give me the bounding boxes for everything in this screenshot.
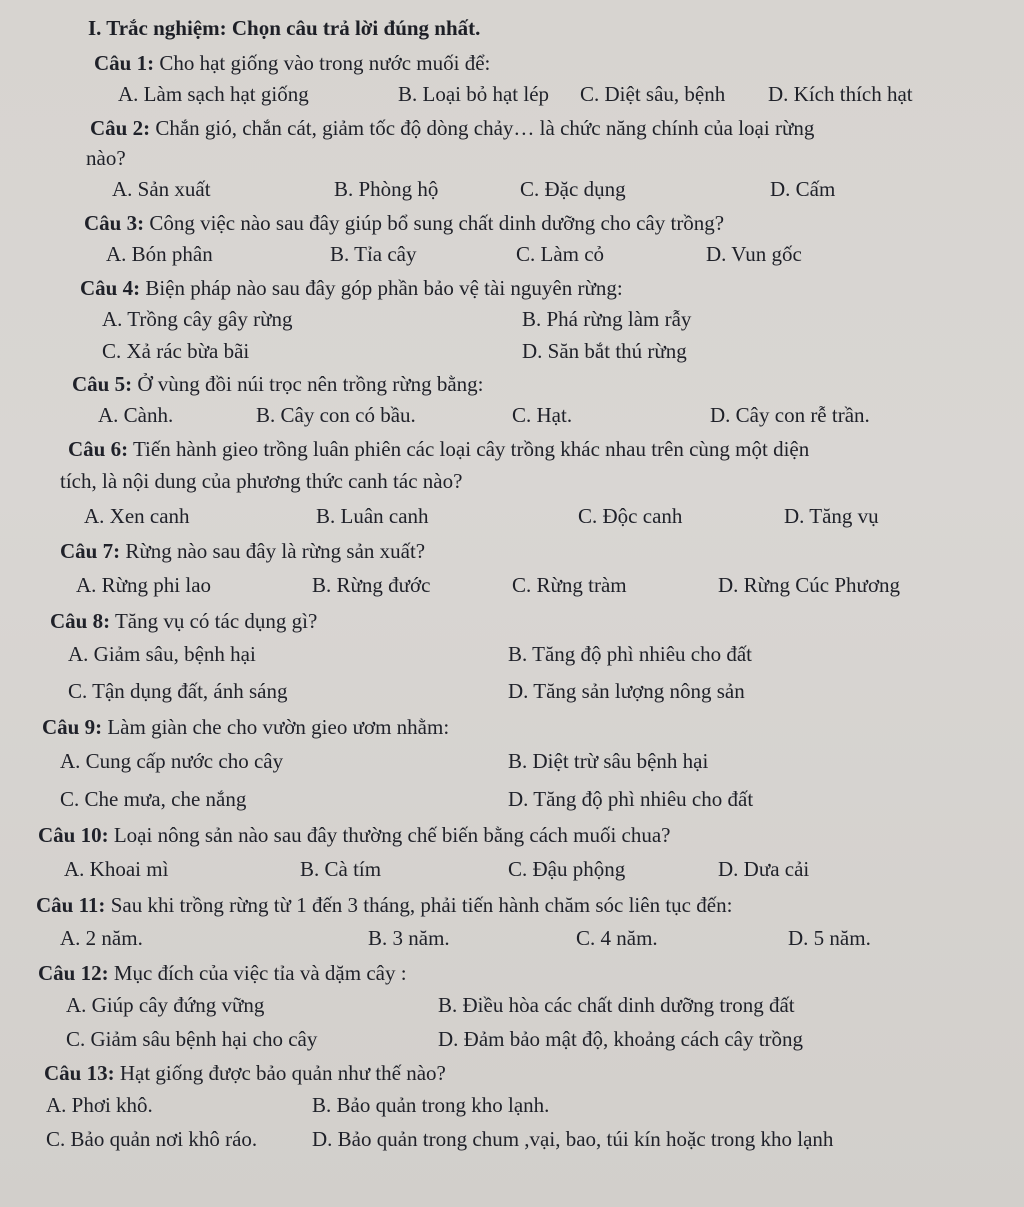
question-text: [38, 958, 984, 988]
section-title: I. Trắc nghiệm: Chọn câu trả lời đúng nhất.: [88, 16, 481, 40]
question-body: Sau khi trồng rừng từ 1 đến 3 tháng, phải tiến hành chăm sóc liên tục đến:: [105, 893, 733, 917]
option-b: B. Rừng đước: [312, 573, 431, 597]
question-text: [50, 606, 984, 636]
question-label: Câu 5:: [72, 372, 133, 396]
option-a: A. Sản xuất: [112, 177, 211, 201]
option-c: C. Che mưa, che nắng: [60, 787, 247, 811]
option-c: C. Làm cỏ: [516, 242, 605, 266]
option-b: B. 3 năm.: [368, 926, 450, 950]
option-a: A. Giúp cây đứng vững: [66, 993, 265, 1017]
option-a: A. Khoai mì: [64, 857, 169, 881]
answer-options: [118, 78, 984, 111]
question-body: Công việc nào sau đây giúp bổ sung chất dinh dưỡng cho cây trồng?: [144, 211, 725, 235]
answer-options: [60, 920, 984, 956]
question-text: [72, 369, 984, 399]
option-c: C. Đậu phộng: [508, 857, 626, 881]
option-b: B. Cà tím: [300, 857, 382, 881]
question-label: Câu 11:: [36, 893, 106, 917]
question-label: Câu 12:: [38, 961, 109, 985]
question-text: [42, 712, 984, 742]
question-12: [38, 958, 984, 1056]
option-d: D. Săn bắt thú rừng: [522, 339, 687, 363]
question-9: [42, 712, 984, 818]
option-a: A. Bón phân: [106, 242, 213, 266]
option-d: D. Tăng vụ: [784, 504, 879, 528]
question-text: [80, 273, 984, 303]
answer-options: [98, 399, 984, 432]
option-b: B. Loại bỏ hạt lép: [398, 82, 550, 106]
answer-options: [66, 988, 984, 1056]
answer-options: [76, 566, 984, 604]
question-label: Câu 2:: [90, 116, 151, 140]
option-c: C. Giảm sâu bệnh hại cho cây: [66, 1027, 318, 1051]
option-d: D. Bảo quản trong chum ,vại, bao, túi kín hoặc trong kho lạnh: [312, 1127, 834, 1151]
question-10: [38, 820, 984, 888]
question-body: Hạt giống được bảo quản như thế nào?: [114, 1061, 446, 1085]
option-c: C. Diệt sâu, bệnh: [580, 82, 726, 106]
question-label: Câu 9:: [42, 715, 103, 739]
answer-options: [60, 742, 984, 818]
option-b: B. Điều hòa các chất dinh dưỡng trong đất: [438, 993, 795, 1017]
option-d: D. 5 năm.: [788, 926, 871, 950]
option-c: C. Rừng tràm: [512, 573, 627, 597]
option-b: B. Luân canh: [316, 504, 429, 528]
question-label: Câu 13:: [44, 1061, 115, 1085]
question-6: [60, 434, 984, 534]
question-continuation: tích, là nội dung của phương thức canh tác nào?: [60, 469, 463, 493]
question-7: [60, 536, 984, 604]
option-c: C. Đặc dụng: [520, 177, 626, 201]
option-c: C. Độc canh: [578, 504, 683, 528]
question-text: [68, 434, 984, 464]
option-a: A. Giảm sâu, bệnh hại: [68, 642, 256, 666]
question-1: [60, 48, 984, 111]
question-3: [60, 208, 984, 271]
option-d: D. Kích thích hạt: [768, 82, 913, 106]
question-body: Mục đích của việc tỉa và dặm cây :: [108, 961, 407, 985]
option-a: A. Cành.: [98, 403, 174, 427]
question-13: [44, 1058, 984, 1156]
question-body: Chắn gió, chắn cát, giảm tốc độ dòng chảy… là chức năng chính của loại rừng: [150, 116, 815, 140]
option-d: D. Dưa cải: [718, 857, 810, 881]
option-b: B. Phòng hộ: [334, 177, 439, 201]
option-b: B. Cây con có bầu.: [256, 403, 416, 427]
option-a: A. Cung cấp nước cho cây: [60, 749, 284, 773]
option-a: A. Làm sạch hạt giống: [118, 82, 309, 106]
option-d: D. Tăng sản lượng nông sản: [508, 679, 745, 703]
option-a: A. Phơi khô.: [46, 1093, 153, 1117]
question-body: Ở vùng đồi núi trọc nên trồng rừng bằng:: [132, 372, 484, 396]
question-text: [44, 1058, 984, 1088]
option-b: B. Tăng độ phì nhiêu cho đất: [508, 642, 752, 666]
question-body: Làm giàn che cho vườn gieo ươm nhằm:: [102, 715, 450, 739]
answer-options: [46, 1088, 984, 1156]
option-c: C. Tận dụng đất, ánh sáng: [68, 679, 288, 703]
option-b: B. Phá rừng làm rẫy: [522, 307, 692, 331]
option-b: B. Tỉa cây: [330, 242, 417, 266]
option-d: D. Tăng độ phì nhiêu cho đất: [508, 787, 754, 811]
question-body: Biện pháp nào sau đây góp phần bảo vệ tài nguyên rừng:: [140, 276, 623, 300]
answer-options: [84, 498, 984, 534]
answer-options: [68, 636, 984, 710]
option-a: A. 2 năm.: [60, 926, 143, 950]
option-a: A. Trồng cây gây rừng: [102, 307, 293, 331]
option-a: A. Xen canh: [84, 504, 190, 528]
question-text: [36, 890, 984, 920]
question-text: [38, 820, 984, 850]
question-label: Câu 8:: [50, 609, 111, 633]
question-continuation: nào?: [86, 146, 126, 170]
option-d: D. Rừng Cúc Phương: [718, 573, 901, 597]
question-8: [50, 606, 984, 710]
option-b: B. Diệt trừ sâu bệnh hại: [508, 749, 709, 773]
question-text: [90, 113, 984, 143]
answer-options: [102, 303, 984, 367]
question-body: Cho hạt giống vào trong nước muối để:: [154, 51, 491, 75]
option-d: D. Cây con rễ trần.: [710, 403, 870, 427]
option-d: D. Cấm: [770, 177, 836, 201]
option-c: C. Bảo quản nơi khô ráo.: [46, 1127, 258, 1151]
question-text: [60, 536, 984, 566]
question-11: [36, 890, 984, 956]
option-c: C. Hạt.: [512, 403, 573, 427]
question-text: [94, 48, 984, 78]
question-2: [60, 113, 984, 206]
question-label: Câu 4:: [80, 276, 141, 300]
question-body: Rừng nào sau đây là rừng sản xuất?: [120, 539, 426, 563]
question-label: Câu 7:: [60, 539, 121, 563]
question-text: [84, 208, 984, 238]
answer-options: [64, 850, 984, 888]
option-a: A. Rừng phi lao: [76, 573, 212, 597]
question-label: Câu 3:: [84, 211, 145, 235]
answer-options: [112, 173, 984, 206]
option-d: D. Đảm bảo mật độ, khoảng cách cây trồng: [438, 1027, 804, 1051]
answer-options: [106, 238, 984, 271]
question-4: [60, 273, 984, 367]
question-label: Câu 1:: [94, 51, 155, 75]
option-c: C. 4 năm.: [576, 926, 658, 950]
question-body: Tăng vụ có tác dụng gì?: [110, 609, 318, 633]
question-body: Loại nông sản nào sau đây thường chế biến bằng cách muối chua?: [108, 823, 671, 847]
question-body: Tiến hành gieo trồng luân phiên các loại cây trồng khác nhau trên cùng một diện: [128, 437, 810, 461]
question-5: [60, 369, 984, 432]
question-label: Câu 10:: [38, 823, 109, 847]
option-c: C. Xả rác bừa bãi: [102, 339, 250, 363]
option-b: B. Bảo quản trong kho lạnh.: [312, 1093, 550, 1117]
question-label: Câu 6:: [68, 437, 129, 461]
option-d: D. Vun gốc: [706, 242, 802, 266]
